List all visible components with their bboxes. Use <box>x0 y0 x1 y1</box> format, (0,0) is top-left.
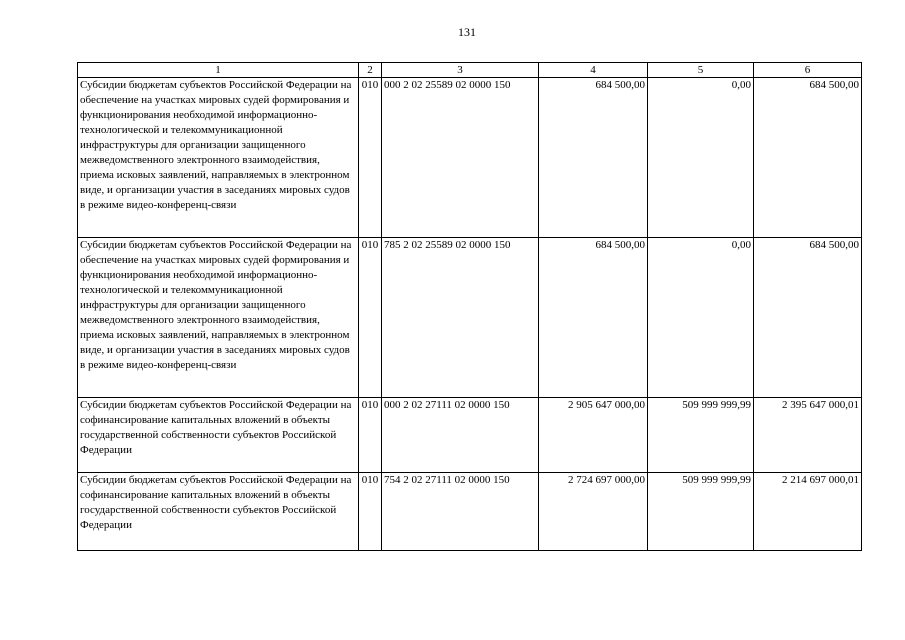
row-col4-cell: 2 905 647 000,00 <box>539 398 648 473</box>
row-col5-cell: 509 999 999,99 <box>648 473 754 551</box>
row-name-cell: Субсидии бюджетам субъектов Российской Федерации на софинансирование капитальных вложений в объекты государственной собственности субъектов Российской Федерации <box>78 398 359 473</box>
row-code-cell: 010 <box>359 78 382 238</box>
column-header: 5 <box>648 63 754 78</box>
row-kbk-cell: 000 2 02 25589 02 0000 150 <box>382 78 539 238</box>
table-row <box>78 238 862 398</box>
column-header: 2 <box>359 63 382 78</box>
row-col5-cell: 0,00 <box>648 78 754 238</box>
row-col4-cell: 2 724 697 000,00 <box>539 473 648 551</box>
row-col6-cell: 684 500,00 <box>754 78 862 238</box>
row-name-cell: Субсидии бюджетам субъектов Российской Федерации на софинансирование капитальных вложений в объекты государственной собственности субъектов Российской Федерации <box>78 473 359 551</box>
column-header: 1 <box>78 63 359 78</box>
row-col5-cell: 0,00 <box>648 238 754 398</box>
row-kbk-cell: 785 2 02 25589 02 0000 150 <box>382 238 539 398</box>
table-row <box>78 78 862 238</box>
column-header: 6 <box>754 63 862 78</box>
table-row <box>78 398 862 473</box>
row-code-cell: 010 <box>359 398 382 473</box>
row-col5-cell: 509 999 999,99 <box>648 398 754 473</box>
row-kbk-cell: 000 2 02 27111 02 0000 150 <box>382 398 539 473</box>
table-header-row <box>78 63 862 78</box>
row-code-cell: 010 <box>359 473 382 551</box>
row-col6-cell: 2 214 697 000,01 <box>754 473 862 551</box>
row-name-cell: Субсидии бюджетам субъектов Российской Федерации на обеспечение на участках мировых судей формирования и функционирования необходимой информационно-технологической и телекоммуникационной инфраструктуры для организации защищенного межведомственного электронного взаимодействия, приема исковых заявлений, направляемых в электронном виде, и организации участия в заседаниях мировых судов в режиме видео-конференц-связи <box>78 238 359 398</box>
column-header: 4 <box>539 63 648 78</box>
row-col4-cell: 684 500,00 <box>539 238 648 398</box>
row-code-cell: 010 <box>359 238 382 398</box>
row-col4-cell: 684 500,00 <box>539 78 648 238</box>
column-header: 3 <box>382 63 539 78</box>
row-col6-cell: 2 395 647 000,01 <box>754 398 862 473</box>
row-kbk-cell: 754 2 02 27111 02 0000 150 <box>382 473 539 551</box>
budget-table <box>77 62 862 551</box>
row-col6-cell: 684 500,00 <box>754 238 862 398</box>
page-number: 131 <box>458 25 476 39</box>
table-row <box>78 473 862 551</box>
row-name-cell: Субсидии бюджетам субъектов Российской Федерации на обеспечение на участках мировых судей формирования и функционирования необходимой информационно-технологической и телекоммуникационной инфраструктуры для организации защищенного межведомственного электронного взаимодействия, приема исковых заявлений, направляемых в электронном виде, и организации участия в заседаниях мировых судов в режиме видео-конференц-связи <box>78 78 359 238</box>
